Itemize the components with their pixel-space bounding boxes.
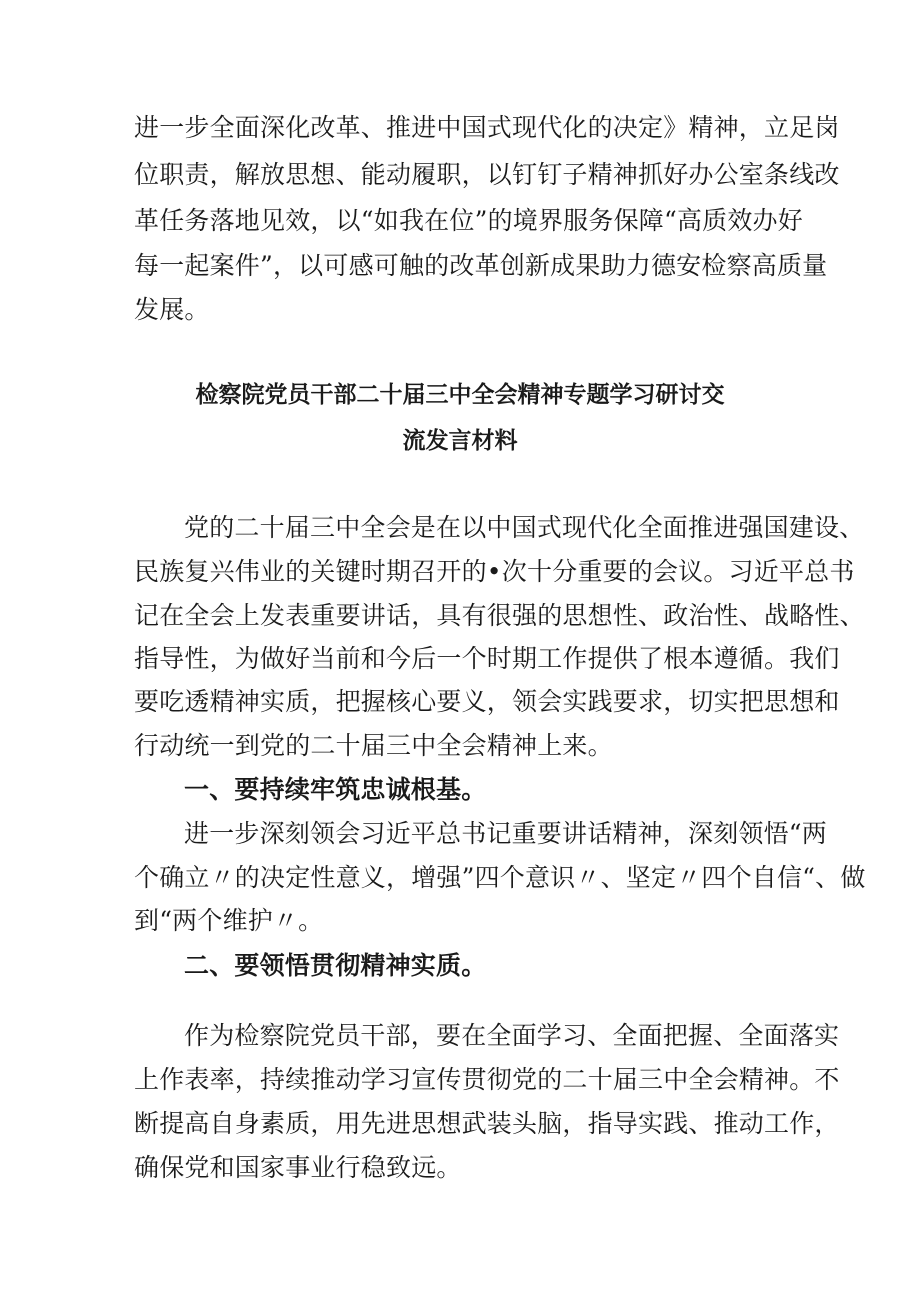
text-line: 进一步深刻领会习近平总书记重要讲话精神，深刻领悟“两 bbox=[184, 819, 827, 848]
text-line: 断提高自身素质，用先进思想武装头脑，指导实践、推动工作， bbox=[134, 1109, 840, 1138]
title-line-2: 流发言材料 bbox=[402, 427, 518, 454]
text-line: 指导性，为做好当前和今后一个时期工作提供了根本遵循。我们 bbox=[134, 644, 840, 673]
text-line: 进一步全面深化改革、推进中国式现代化的决定》精神，立足岗 bbox=[134, 113, 840, 142]
text-line: 作为检察院党员干部，要在全面学习、全面把握、全面落实 bbox=[184, 1021, 840, 1050]
section-heading: 二、要领悟贯彻精神实质。 bbox=[184, 951, 487, 980]
text-line: 行动统一到党的二十届三中全会精神上来。 bbox=[134, 731, 613, 760]
text-line: 革任务落地见效，以“如我在位”的境界服务保障“高质效办好 bbox=[134, 206, 803, 235]
text-line: 民族复兴伟业的关键时期召开的•次十分重要的会议。习近平总书 bbox=[134, 557, 855, 586]
text-line: 到“两个维护〃。 bbox=[134, 906, 324, 935]
text-line: 发展。 bbox=[134, 295, 210, 324]
text-line: 上作表率，持续推动学习宣传贯彻党的二十届三中全会精神。不 bbox=[134, 1065, 840, 1094]
text-line: 党的二十届三中全会是在以中国式现代化全面推进强国建设、 bbox=[184, 513, 865, 542]
text-line: 位职责，解放思想、能动履职，以钉钉子精神抓好办公室条线改 bbox=[134, 160, 840, 189]
text-line: 个确立〃的决定性意义，增强”四个意识〃、坚定〃四个自信“、做 bbox=[134, 863, 866, 892]
text-line: 确保党和国家事业行稳致远。 bbox=[134, 1153, 462, 1182]
text-line: 每一起案件”，以可感可触的改革创新成果助力德安检察高质量 bbox=[134, 251, 828, 280]
title-line-1: 检察院党员干部二十届三中全会精神专题学习研讨交 bbox=[195, 381, 725, 408]
text-line: 要吃透精神实质，把握核心要义，领会实践要求，切实把思想和 bbox=[134, 687, 840, 716]
section-heading: 一、要持续牢筑忠诚根基。 bbox=[184, 775, 487, 804]
text-line: 记在全会上发表重要讲话，具有很强的思想性、政治性、战略性、 bbox=[134, 601, 865, 630]
